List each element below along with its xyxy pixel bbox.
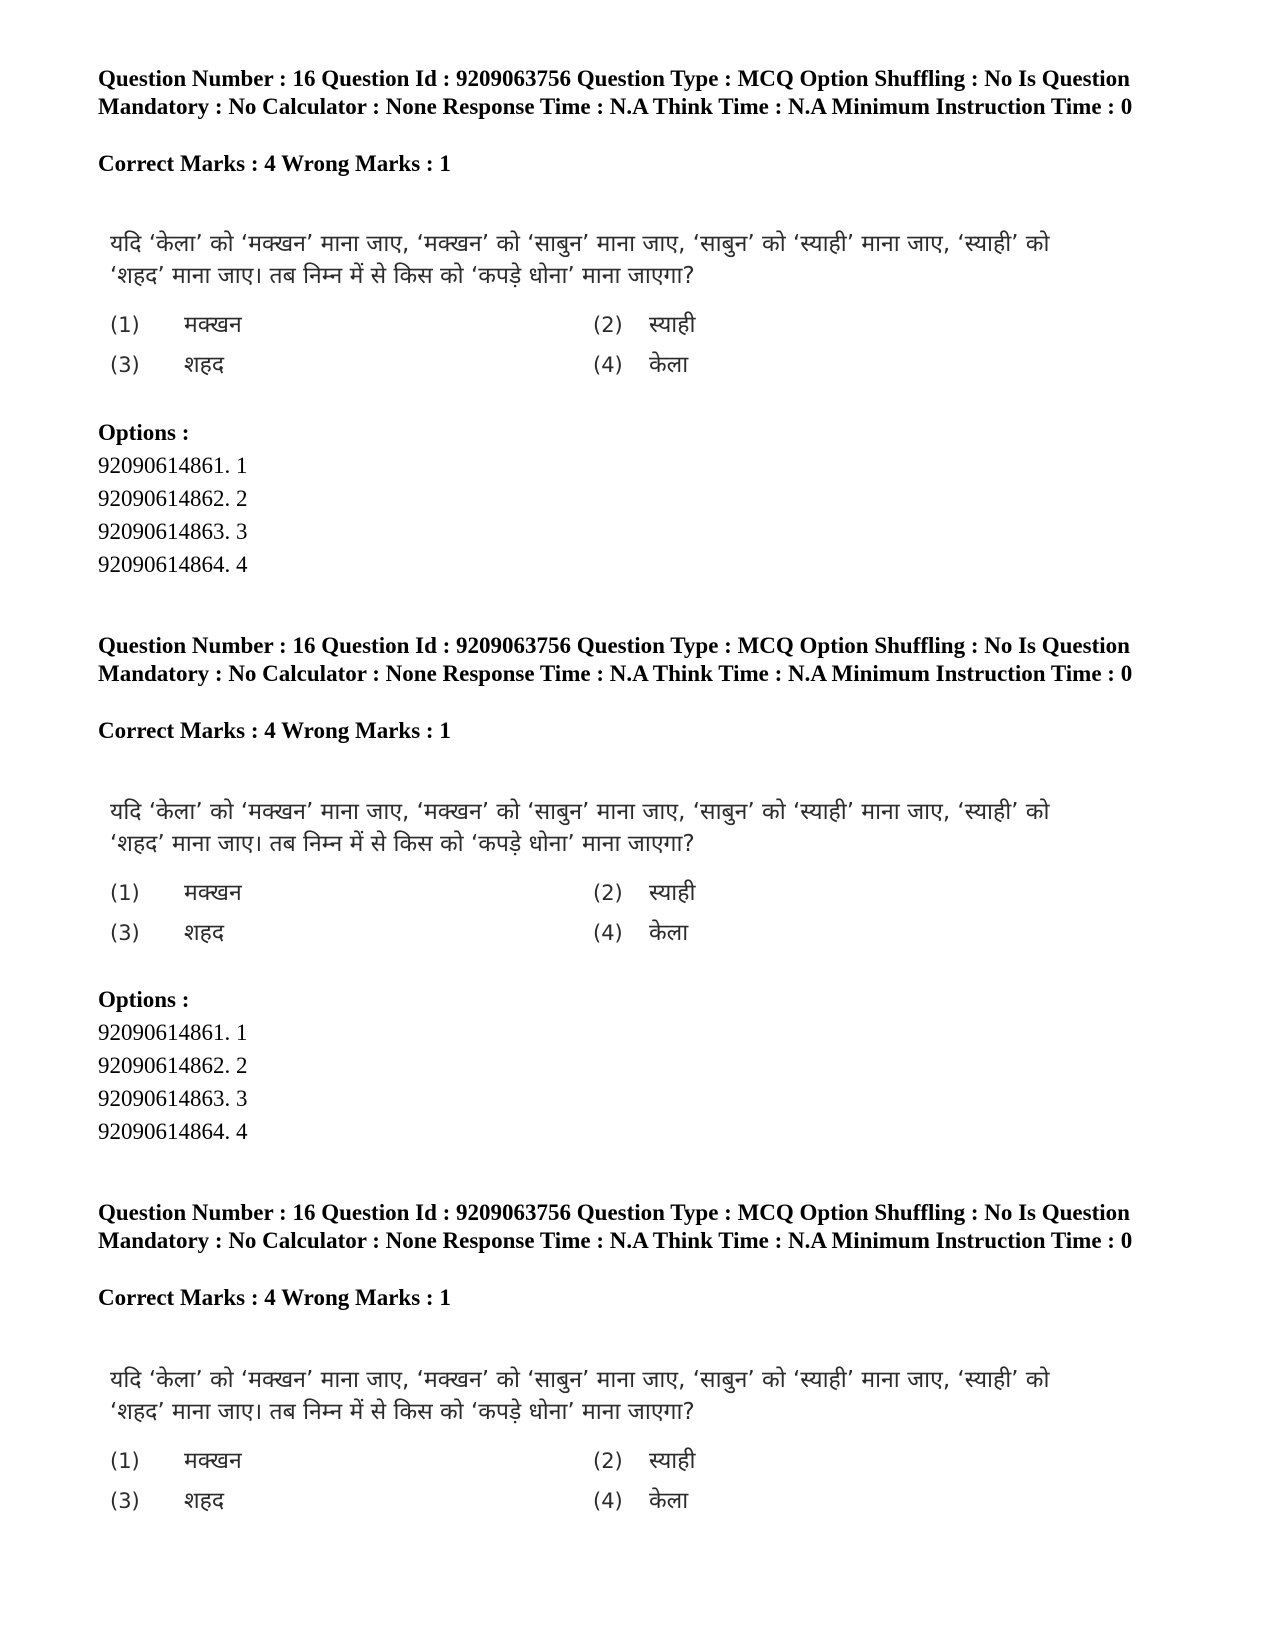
options-label: Options : (98, 987, 190, 1012)
question-text: यदि ‘केला’ को ‘मक्खन’ माना जाए, ‘मक्खन’ को ‘साबुन’ माना जाए, ‘साबुन’ को ‘स्याही’ माना जाए, ‘स्याही’ को ‘शहद’ माना जाए। तब निम्न में से किस को ‘कपड़े धोना’ माना जाएगा? (110, 1367, 1050, 1425)
choice-number: (2) (593, 881, 623, 905)
choice-1 (110, 1446, 242, 1476)
marks-line: Correct Marks : 4 Wrong Marks : 1 (98, 1285, 451, 1310)
choice-3 (110, 1486, 224, 1516)
choice-text: शहद (184, 1488, 225, 1514)
option-line-2: 92090614862. 2 (98, 486, 248, 511)
choice-text: केला (649, 352, 689, 378)
choice-text: शहद (184, 920, 225, 946)
choice-2 (593, 1446, 695, 1476)
option-line-4: 92090614864. 4 (98, 552, 248, 577)
choice-text: मक्खन (184, 312, 242, 338)
choice-4 (593, 1486, 688, 1516)
choice-number: (1) (110, 881, 140, 905)
choice-number: (3) (110, 921, 140, 945)
question-image (110, 228, 1110, 378)
option-line-1: 92090614861. 1 (98, 453, 248, 478)
choice-text: मक्खन (184, 880, 242, 906)
choice-4 (593, 918, 688, 948)
choice-2 (593, 878, 695, 908)
question-text: यदि ‘केला’ को ‘मक्खन’ माना जाए, ‘मक्खन’ को ‘साबुन’ माना जाए, ‘साबुन’ को ‘स्याही’ माना जाए, ‘स्याही’ को ‘शहद’ माना जाए। तब निम्न में से किस को ‘कपड़े धोना’ माना जाएगा? (110, 799, 1050, 857)
question-text: यदि ‘केला’ को ‘मक्खन’ माना जाए, ‘मक्खन’ को ‘साबुन’ माना जाए, ‘साबुन’ को ‘स्याही’ माना जाए, ‘स्याही’ को ‘शहद’ माना जाए। तब निम्न में से किस को ‘कपड़े धोना’ माना जाएगा? (110, 231, 1050, 289)
choice-3 (110, 918, 224, 948)
options-label: Options : (98, 420, 190, 445)
question-meta: Question Number : 16 Question Id : 9209063756 Question Type : MCQ Option Shuffling : No Is Question Mandatory : No Calculator : None Response Time : N.A Think Time : N.A Minimum Instruction Time : 0 (98, 66, 1133, 119)
choice-number: (3) (110, 353, 140, 377)
choice-text: केला (649, 920, 689, 946)
choice-number: (2) (593, 313, 623, 337)
choice-number: (4) (593, 353, 623, 377)
marks-line: Correct Marks : 4 Wrong Marks : 1 (98, 718, 451, 743)
choice-number: (2) (593, 1449, 623, 1473)
question-image (110, 1364, 1110, 1514)
choice-2 (593, 310, 695, 340)
choice-text: स्याही (649, 1448, 696, 1474)
choice-number: (3) (110, 1489, 140, 1513)
choice-number: (1) (110, 1449, 140, 1473)
choice-number: (4) (593, 1489, 623, 1513)
choice-text: केला (649, 1488, 689, 1514)
choice-text: मक्खन (184, 1448, 242, 1474)
choice-number: (4) (593, 921, 623, 945)
choice-text: स्याही (649, 880, 696, 906)
option-line-2: 92090614862. 2 (98, 1053, 248, 1078)
choice-number: (1) (110, 313, 140, 337)
choice-1 (110, 310, 242, 340)
question-meta: Question Number : 16 Question Id : 9209063756 Question Type : MCQ Option Shuffling : No Is Question Mandatory : No Calculator : None Response Time : N.A Think Time : N.A Minimum Instruction Time : 0 (98, 633, 1133, 686)
choice-4 (593, 350, 688, 380)
choice-text: शहद (184, 352, 225, 378)
option-line-3: 92090614863. 3 (98, 519, 248, 544)
question-meta: Question Number : 16 Question Id : 9209063756 Question Type : MCQ Option Shuffling : No Is Question Mandatory : No Calculator : None Response Time : N.A Think Time : N.A Minimum Instruction Time : 0 (98, 1200, 1133, 1253)
marks-line: Correct Marks : 4 Wrong Marks : 1 (98, 151, 451, 176)
choice-1 (110, 878, 242, 908)
option-line-3: 92090614863. 3 (98, 1086, 248, 1111)
choice-text: स्याही (649, 312, 696, 338)
option-line-4: 92090614864. 4 (98, 1119, 248, 1144)
choice-3 (110, 350, 224, 380)
question-image (110, 796, 1110, 946)
option-line-1: 92090614861. 1 (98, 1020, 248, 1045)
